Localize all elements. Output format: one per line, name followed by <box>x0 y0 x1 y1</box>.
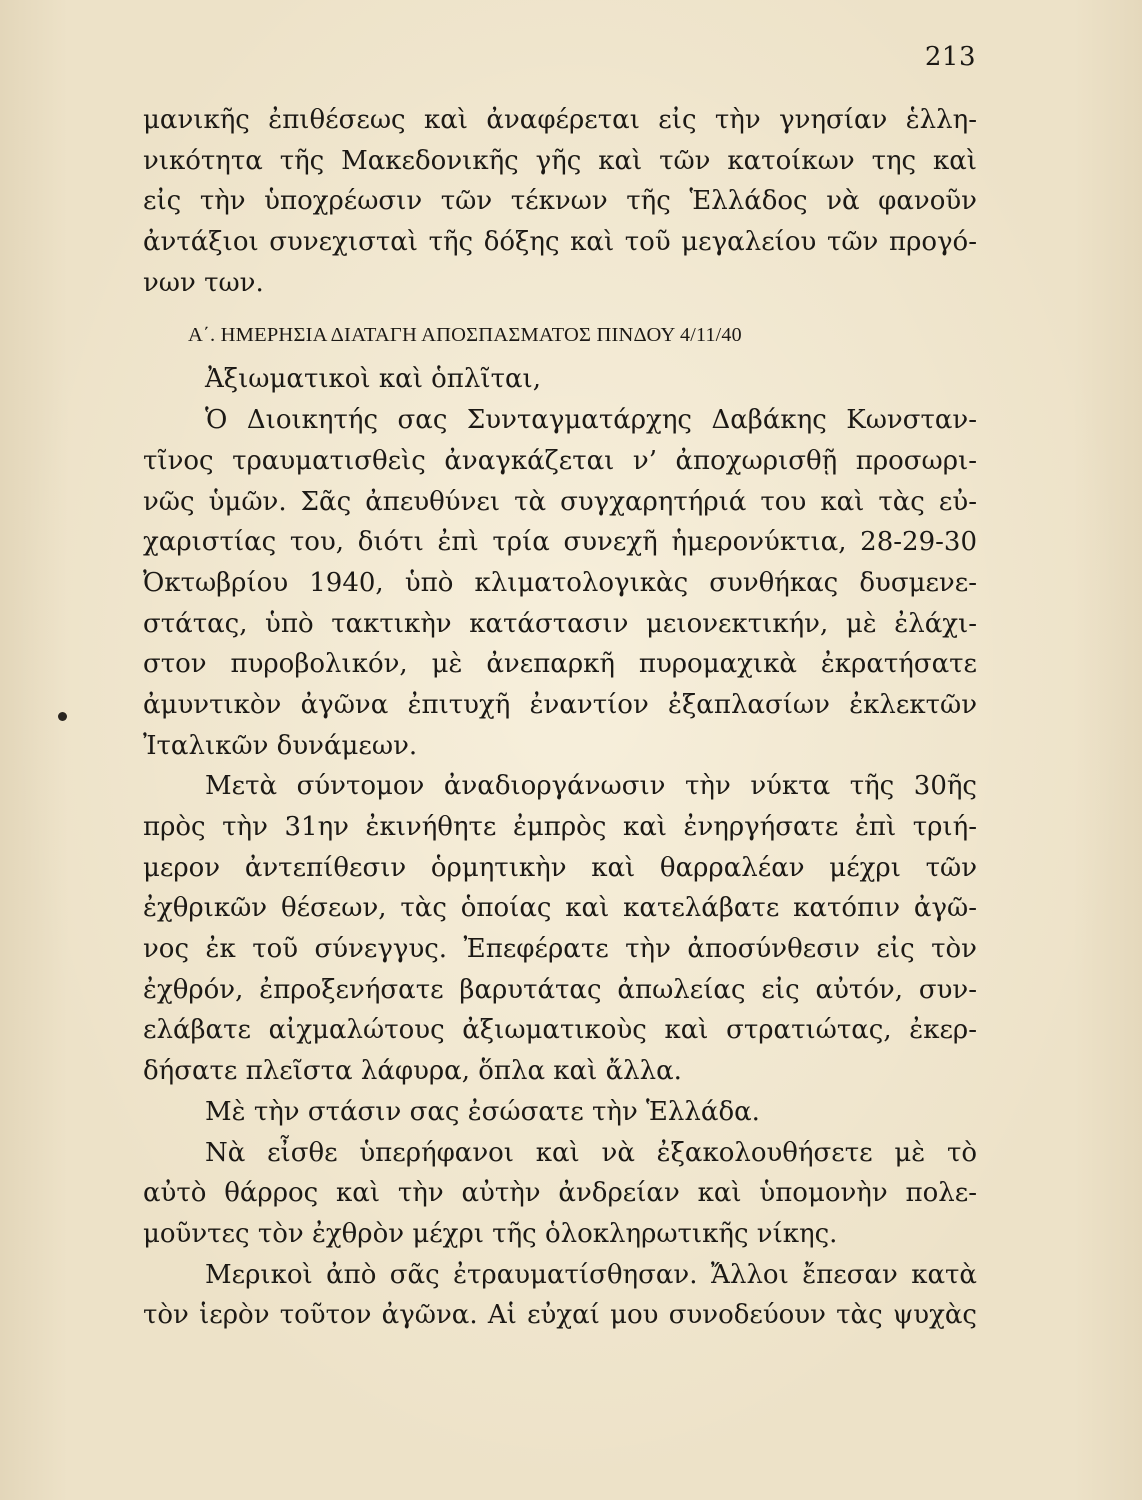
text-line: Μὲ τὴν στάσιν σας ἐσώσατε τὴν Ἑλλάδα. <box>205 1096 760 1127</box>
text-line: νικότητα τῆς Μακεδονικῆς γῆς καὶ τῶν κατοίκων της καὶ <box>143 145 977 176</box>
heading-date: 4/11/40 <box>680 324 742 347</box>
text-line: νῶς ὑμῶν. Σᾶς ἀπευθύνει τὰ συγχαρητήριά του καὶ τὰς εὐ- <box>143 486 977 517</box>
text-line: Ἀξιωματικοὶ καὶ ὁπλῖται, <box>205 364 541 395</box>
text-line: ἐχθρόν, ἐπροξενήσατε βαρυτάτας ἀπωλείας εἰς αὐτόν, συν- <box>143 974 977 1005</box>
text-line: δήσατε πλεῖστα λάφυρα, ὅπλα καὶ ἄλλα. <box>143 1056 682 1087</box>
section-heading <box>143 315 977 355</box>
text-line: Ὁ Διοικητής σας Συνταγματάρχης Δαβάκης Κωνσταν- <box>205 405 977 436</box>
text-line: νων των. <box>143 267 264 298</box>
text-line: μερον ἀντεπίθεσιν ὁρμητικὴν καὶ θαρραλέαν μέχρι τῶν <box>143 852 977 883</box>
text-line: τὸν ἱερὸν τοῦτον ἀγῶνα. Αἱ εὐχαί μου συνοδεύουν τὰς ψυχὰς <box>143 1300 977 1331</box>
text-line: πρὸς τὴν 31ην ἐκινήθητε ἐμπρὸς καὶ ἐνηργήσατε ἐπὶ τριή- <box>143 812 977 842</box>
paragraph <box>143 1255 977 1336</box>
text-line: αὐτὸ θάρρος καὶ τὴν αὐτὴν ἀνδρείαν καὶ ὑπομονὴν πολε- <box>143 1178 977 1209</box>
text-line: Μετὰ σύντομον ἀναδιοργάνωσιν τὴν νύκτα τῆς 30ῆς <box>205 771 977 802</box>
text-line: εἰς τὴν ὑποχρέωσιν τῶν τέκνων τῆς Ἑλλάδος νὰ φανοῦν <box>143 186 977 217</box>
page-text <box>143 100 977 1336</box>
text-line: Μερικοὶ ἀπὸ σᾶς ἐτραυματίσθησαν. Ἄλλοι ἔπεσαν κατὰ <box>205 1259 977 1290</box>
text-line: μανικῆς ἐπιθέσεως καὶ ἀναφέρεται εἰς τὴν γνησίαν ἑλλη- <box>143 105 977 135</box>
text-line: ἀμυντικὸν ἀγῶνα ἐπιτυχῆ ἐναντίον ἐξαπλασίων ἐκλεκτῶν <box>143 689 977 720</box>
paragraph <box>143 1133 977 1255</box>
text-line: στον πυροβολικόν, μὲ ἀνεπαρκῆ πυρομαχικὰ ἐκρατήσατε <box>143 649 977 680</box>
paragraph <box>143 1092 977 1133</box>
text-line: ἀντάξιοι συνεχισταὶ τῆς δόξης καὶ τοῦ μεγαλείου τῶν προγό- <box>143 227 977 258</box>
margin-ink-dot <box>58 712 67 721</box>
paragraph <box>143 400 977 766</box>
heading-title: Α΄. ΗΜΕΡΗΣΙΑ ΔΙΑΤΑΓΗ ΑΠΟΣΠΑΣΜΑΤΟΣ ΠΙΝΔΟΥ <box>188 324 675 347</box>
text-line: ἐχθρικῶν θέσεων, τὰς ὁποίας καὶ κατελάβατε κατόπιν ἀγῶ- <box>143 893 977 924</box>
text-line: στάτας, ὑπὸ τακτικὴν κατάστασιν μειονεκτικήν, μὲ ἐλάχι- <box>143 608 977 639</box>
text-line: Νὰ εἶσθε ὑπερήφανοι καὶ νὰ ἐξακολουθήσετε μὲ τὸ <box>205 1137 977 1168</box>
text-line: ελάβατε αἰχμαλώτους ἀξιωματικοὺς καὶ στρατιώτας, ἐκερ- <box>143 1015 977 1046</box>
page-number: 213 <box>924 42 976 72</box>
paragraph <box>143 766 977 1092</box>
continuation-paragraph <box>143 100 977 303</box>
text-line: Ἰταλικῶν δυνάμεων. <box>143 730 418 761</box>
text-line: τῖνος τραυματισθεὶς ἀναγκάζεται ν’ ἀποχωρισθῇ προσωρι- <box>143 445 977 476</box>
text-line: χαριστίας του, διότι ἐπὶ τρία συνεχῆ ἡμερονύκτια, 28-29-30 <box>143 527 977 558</box>
text-line: Ὀκτωβρίου 1940, ὑπὸ κλιματολογικὰς συνθήκας δυσμενε- <box>143 567 977 598</box>
text-line: νος ἐκ τοῦ σύνεγγυς. Ἐπεφέρατε τὴν ἀποσύνθεσιν εἰς τὸν <box>143 934 977 965</box>
salutation-paragraph <box>143 359 977 400</box>
text-line: μοῦντες τὸν ἐχθρὸν μέχρι τῆς ὁλοκληρωτικῆς νίκης. <box>143 1218 838 1249</box>
